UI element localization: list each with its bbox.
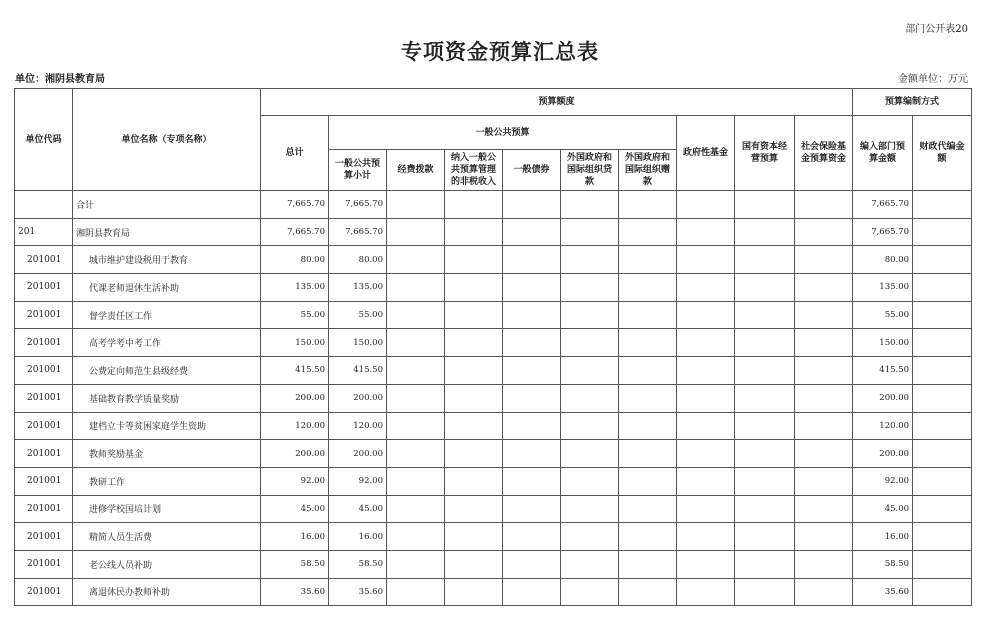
- cell-gp-subtotal: 45.00: [329, 495, 387, 523]
- header-gov-fund: 政府性基金: [677, 116, 735, 191]
- cell-state-capital: [735, 384, 795, 412]
- cell-funding: [387, 495, 445, 523]
- cell-gp-subtotal: 7,665.70: [329, 218, 387, 246]
- cell-general-bond: [503, 274, 561, 302]
- cell-foreign-loan: [561, 246, 619, 274]
- cell-foreign-grant: [619, 412, 677, 440]
- cell-dept-budget: 200.00: [853, 440, 913, 468]
- table-row: [15, 440, 972, 468]
- cell-state-capital: [735, 218, 795, 246]
- cell-total: 16.00: [261, 523, 329, 551]
- cell-social-insurance: [795, 218, 853, 246]
- cell-unit-code: 201001: [15, 412, 73, 440]
- cell-fiscal-agent: [913, 578, 972, 606]
- cell-funding: [387, 274, 445, 302]
- cell-non-tax: [445, 550, 503, 578]
- cell-foreign-loan: [561, 191, 619, 219]
- cell-unit-name: 离退休民办教师补助: [73, 578, 261, 606]
- cell-general-bond: [503, 578, 561, 606]
- header-fiscal-agent: 财政代编金额: [913, 116, 972, 191]
- cell-non-tax: [445, 384, 503, 412]
- table-row: [15, 578, 972, 606]
- cell-unit-code: 201: [15, 218, 73, 246]
- cell-foreign-grant: [619, 523, 677, 551]
- cell-fiscal-agent: [913, 329, 972, 357]
- cell-gov-fund: [677, 274, 735, 302]
- cell-gp-subtotal: 135.00: [329, 274, 387, 302]
- cell-foreign-grant: [619, 301, 677, 329]
- cell-non-tax: [445, 329, 503, 357]
- cell-fiscal-agent: [913, 440, 972, 468]
- cell-total: 55.00: [261, 301, 329, 329]
- cell-unit-name: 湘阴县教育局: [73, 218, 261, 246]
- cell-general-bond: [503, 246, 561, 274]
- cell-social-insurance: [795, 246, 853, 274]
- cell-foreign-loan: [561, 523, 619, 551]
- cell-non-tax: [445, 578, 503, 606]
- cell-state-capital: [735, 274, 795, 302]
- cell-general-bond: [503, 495, 561, 523]
- cell-foreign-loan: [561, 218, 619, 246]
- table-row: [15, 246, 972, 274]
- cell-foreign-loan: [561, 440, 619, 468]
- cell-unit-code: 201001: [15, 440, 73, 468]
- header-budget-amount: 预算额度: [261, 89, 853, 116]
- cell-foreign-grant: [619, 467, 677, 495]
- table-row: [15, 495, 972, 523]
- cell-state-capital: [735, 495, 795, 523]
- cell-dept-budget: 80.00: [853, 246, 913, 274]
- cell-general-bond: [503, 357, 561, 385]
- header-social-insurance: 社会保险基金预算资金: [795, 116, 853, 191]
- cell-dept-budget: 200.00: [853, 384, 913, 412]
- cell-foreign-grant: [619, 384, 677, 412]
- cell-fiscal-agent: [913, 246, 972, 274]
- cell-foreign-grant: [619, 329, 677, 357]
- cell-unit-code: 201001: [15, 301, 73, 329]
- table-row: [15, 218, 972, 246]
- cell-gov-fund: [677, 191, 735, 219]
- cell-unit-name: 教师奖励基金: [73, 440, 261, 468]
- cell-state-capital: [735, 412, 795, 440]
- cell-total: 120.00: [261, 412, 329, 440]
- cell-funding: [387, 523, 445, 551]
- cell-total: 92.00: [261, 467, 329, 495]
- cell-foreign-grant: [619, 246, 677, 274]
- cell-unit-name: 精简人员生活费: [73, 523, 261, 551]
- cell-funding: [387, 246, 445, 274]
- cell-fiscal-agent: [913, 191, 972, 219]
- cell-state-capital: [735, 301, 795, 329]
- cell-total: 150.00: [261, 329, 329, 357]
- cell-funding: [387, 218, 445, 246]
- table-row: [15, 191, 972, 219]
- table-row: [15, 523, 972, 551]
- cell-unit-code: 201001: [15, 467, 73, 495]
- cell-state-capital: [735, 550, 795, 578]
- table-row: [15, 329, 972, 357]
- table-row: [15, 412, 972, 440]
- cell-unit-code: 201001: [15, 357, 73, 385]
- cell-unit-name: 老公线人员补助: [73, 550, 261, 578]
- cell-unit-code: 201001: [15, 495, 73, 523]
- cell-foreign-grant: [619, 191, 677, 219]
- cell-general-bond: [503, 384, 561, 412]
- cell-non-tax: [445, 301, 503, 329]
- header-non-tax: 纳入一般公共预算管理的非税收入: [445, 150, 503, 191]
- cell-state-capital: [735, 329, 795, 357]
- cell-foreign-loan: [561, 550, 619, 578]
- cell-social-insurance: [795, 440, 853, 468]
- cell-general-bond: [503, 218, 561, 246]
- cell-state-capital: [735, 191, 795, 219]
- cell-total: 200.00: [261, 384, 329, 412]
- cell-dept-budget: 150.00: [853, 329, 913, 357]
- cell-social-insurance: [795, 384, 853, 412]
- cell-non-tax: [445, 467, 503, 495]
- table-row: [15, 384, 972, 412]
- cell-total: 7,665.70: [261, 191, 329, 219]
- cell-fiscal-agent: [913, 274, 972, 302]
- cell-dept-budget: 35.60: [853, 578, 913, 606]
- cell-social-insurance: [795, 412, 853, 440]
- cell-state-capital: [735, 523, 795, 551]
- cell-general-bond: [503, 440, 561, 468]
- cell-gp-subtotal: 58.50: [329, 550, 387, 578]
- cell-general-bond: [503, 301, 561, 329]
- cell-funding: [387, 412, 445, 440]
- cell-total: 35.60: [261, 578, 329, 606]
- cell-state-capital: [735, 440, 795, 468]
- cell-gov-fund: [677, 246, 735, 274]
- cell-fiscal-agent: [913, 550, 972, 578]
- cell-unit-name: 高考学考中考工作: [73, 329, 261, 357]
- cell-gov-fund: [677, 357, 735, 385]
- cell-state-capital: [735, 578, 795, 606]
- table-row: [15, 357, 972, 385]
- cell-unit-name: 基础教育教学质量奖励: [73, 384, 261, 412]
- cell-dept-budget: 58.50: [853, 550, 913, 578]
- cell-foreign-loan: [561, 384, 619, 412]
- header-dept-budget: 编入部门预算金额: [853, 116, 913, 191]
- cell-unit-code: 201001: [15, 550, 73, 578]
- cell-unit-name: 合计: [73, 191, 261, 219]
- cell-foreign-loan: [561, 357, 619, 385]
- cell-funding: [387, 357, 445, 385]
- budget-table: [14, 88, 972, 606]
- cell-funding: [387, 191, 445, 219]
- cell-foreign-loan: [561, 467, 619, 495]
- table-body: [15, 191, 972, 606]
- cell-gp-subtotal: 92.00: [329, 467, 387, 495]
- cell-funding: [387, 578, 445, 606]
- cell-unit-name: 公费定向师范生县级经费: [73, 357, 261, 385]
- cell-general-bond: [503, 329, 561, 357]
- cell-dept-budget: 55.00: [853, 301, 913, 329]
- cell-gp-subtotal: 80.00: [329, 246, 387, 274]
- cell-non-tax: [445, 440, 503, 468]
- cell-total: 80.00: [261, 246, 329, 274]
- header-foreign-grant: 外国政府和国际组织赠款: [619, 150, 677, 191]
- cell-total: 200.00: [261, 440, 329, 468]
- cell-gp-subtotal: 55.00: [329, 301, 387, 329]
- cell-general-bond: [503, 191, 561, 219]
- cell-dept-budget: 16.00: [853, 523, 913, 551]
- cell-funding: [387, 301, 445, 329]
- table-header: [15, 89, 972, 191]
- cell-gp-subtotal: 200.00: [329, 440, 387, 468]
- cell-fiscal-agent: [913, 357, 972, 385]
- cell-foreign-loan: [561, 412, 619, 440]
- cell-total: 135.00: [261, 274, 329, 302]
- cell-foreign-loan: [561, 274, 619, 302]
- cell-social-insurance: [795, 357, 853, 385]
- cell-gov-fund: [677, 440, 735, 468]
- cell-general-bond: [503, 412, 561, 440]
- cell-non-tax: [445, 246, 503, 274]
- unit-label: 单位：湘阴县教育局: [15, 74, 105, 85]
- cell-fiscal-agent: [913, 467, 972, 495]
- cell-funding: [387, 467, 445, 495]
- cell-non-tax: [445, 218, 503, 246]
- cell-gov-fund: [677, 301, 735, 329]
- cell-fiscal-agent: [913, 495, 972, 523]
- cell-unit-name: 教研工作: [73, 467, 261, 495]
- cell-unit-code: 201001: [15, 578, 73, 606]
- cell-unit-code: 201001: [15, 274, 73, 302]
- cell-gp-subtotal: 120.00: [329, 412, 387, 440]
- cell-fiscal-agent: [913, 301, 972, 329]
- header-state-capital: 国有资本经营预算: [735, 116, 795, 191]
- cell-non-tax: [445, 191, 503, 219]
- cell-unit-code: 201001: [15, 329, 73, 357]
- cell-unit-name: 进修学校国培计划: [73, 495, 261, 523]
- cell-gov-fund: [677, 412, 735, 440]
- cell-unit-code: [15, 191, 73, 219]
- cell-gp-subtotal: 35.60: [329, 578, 387, 606]
- cell-funding: [387, 550, 445, 578]
- page-title: 专项资金预算汇总表: [401, 39, 599, 64]
- cell-non-tax: [445, 357, 503, 385]
- cell-funding: [387, 384, 445, 412]
- table-row: [15, 550, 972, 578]
- cell-gp-subtotal: 16.00: [329, 523, 387, 551]
- cell-funding: [387, 440, 445, 468]
- cell-unit-name: 建档立卡等贫困家庭学生资助: [73, 412, 261, 440]
- cell-social-insurance: [795, 329, 853, 357]
- cell-fiscal-agent: [913, 523, 972, 551]
- cell-fiscal-agent: [913, 412, 972, 440]
- cell-social-insurance: [795, 550, 853, 578]
- cell-unit-name: 代课老师退休生活补助: [73, 274, 261, 302]
- table-row: [15, 301, 972, 329]
- header-gp-subtotal: 一般公共预算小计: [329, 150, 387, 191]
- cell-foreign-grant: [619, 550, 677, 578]
- cell-social-insurance: [795, 523, 853, 551]
- cell-dept-budget: 415.50: [853, 357, 913, 385]
- cell-non-tax: [445, 274, 503, 302]
- cell-state-capital: [735, 246, 795, 274]
- cell-total: 45.00: [261, 495, 329, 523]
- cell-general-bond: [503, 467, 561, 495]
- cell-gp-subtotal: 415.50: [329, 357, 387, 385]
- cell-dept-budget: 7,665.70: [853, 191, 913, 219]
- cell-funding: [387, 329, 445, 357]
- cell-foreign-grant: [619, 274, 677, 302]
- cell-gov-fund: [677, 384, 735, 412]
- cell-gov-fund: [677, 218, 735, 246]
- cell-foreign-grant: [619, 440, 677, 468]
- cell-total: 58.50: [261, 550, 329, 578]
- cell-general-bond: [503, 523, 561, 551]
- cell-general-bond: [503, 550, 561, 578]
- cell-gp-subtotal: 200.00: [329, 384, 387, 412]
- cell-unit-code: 201001: [15, 523, 73, 551]
- cell-gp-subtotal: 7,665.70: [329, 191, 387, 219]
- header-general-bond: 一般债券: [503, 150, 561, 191]
- header-unit-name: 单位名称（专项名称）: [73, 89, 261, 191]
- cell-unit-name: 城市维护建设税用于教育: [73, 246, 261, 274]
- cell-foreign-loan: [561, 495, 619, 523]
- cell-state-capital: [735, 357, 795, 385]
- cell-dept-budget: 45.00: [853, 495, 913, 523]
- cell-unit-code: 201001: [15, 384, 73, 412]
- cell-social-insurance: [795, 191, 853, 219]
- cell-total: 415.50: [261, 357, 329, 385]
- cell-gov-fund: [677, 495, 735, 523]
- cell-gov-fund: [677, 329, 735, 357]
- cell-foreign-loan: [561, 329, 619, 357]
- cell-foreign-grant: [619, 495, 677, 523]
- cell-foreign-loan: [561, 301, 619, 329]
- form-number: 部门公开表20: [905, 24, 968, 35]
- cell-foreign-loan: [561, 578, 619, 606]
- cell-social-insurance: [795, 301, 853, 329]
- cell-social-insurance: [795, 495, 853, 523]
- table-row: [15, 274, 972, 302]
- cell-fiscal-agent: [913, 218, 972, 246]
- cell-gov-fund: [677, 550, 735, 578]
- cell-dept-budget: 7,665.70: [853, 218, 913, 246]
- header-general-public: 一般公共预算: [329, 116, 677, 150]
- header-budget-method: 预算编制方式: [853, 89, 972, 116]
- cell-dept-budget: 135.00: [853, 274, 913, 302]
- cell-foreign-grant: [619, 357, 677, 385]
- cell-foreign-grant: [619, 218, 677, 246]
- cell-unit-name: 督学责任区工作: [73, 301, 261, 329]
- header-foreign-loan: 外国政府和国际组织贷款: [561, 150, 619, 191]
- table-row: [15, 467, 972, 495]
- header-funding: 经费拨款: [387, 150, 445, 191]
- cell-non-tax: [445, 495, 503, 523]
- cell-dept-budget: 92.00: [853, 467, 913, 495]
- cell-social-insurance: [795, 467, 853, 495]
- cell-social-insurance: [795, 578, 853, 606]
- cell-fiscal-agent: [913, 384, 972, 412]
- header-unit-code: 单位代码: [15, 89, 73, 191]
- cell-dept-budget: 120.00: [853, 412, 913, 440]
- amount-unit-label: 金额单位：万元: [898, 74, 968, 85]
- cell-total: 7,665.70: [261, 218, 329, 246]
- cell-gov-fund: [677, 467, 735, 495]
- cell-foreign-grant: [619, 578, 677, 606]
- header-total: 总计: [261, 116, 329, 191]
- cell-non-tax: [445, 523, 503, 551]
- cell-non-tax: [445, 412, 503, 440]
- cell-gp-subtotal: 150.00: [329, 329, 387, 357]
- cell-unit-code: 201001: [15, 246, 73, 274]
- cell-gov-fund: [677, 578, 735, 606]
- cell-social-insurance: [795, 274, 853, 302]
- cell-gov-fund: [677, 523, 735, 551]
- cell-state-capital: [735, 467, 795, 495]
